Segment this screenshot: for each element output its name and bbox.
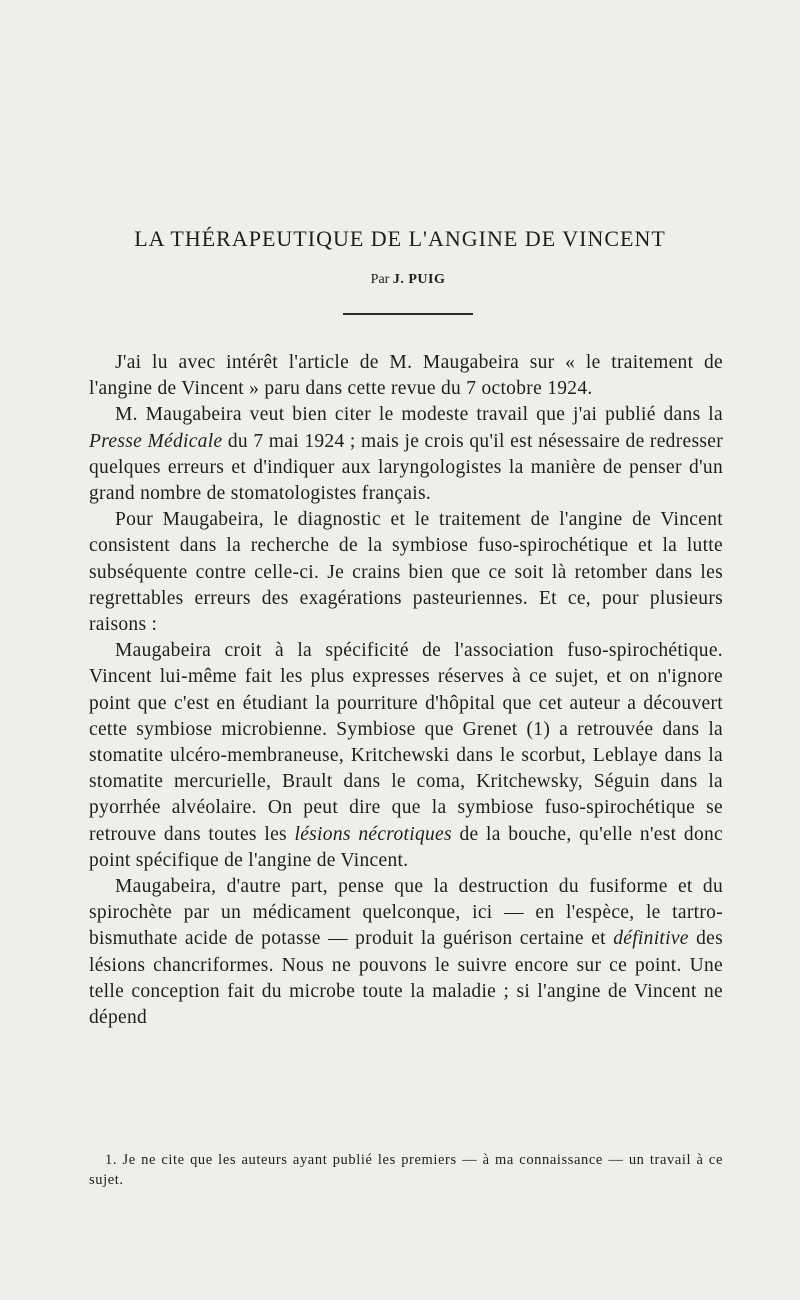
byline bbox=[0, 272, 800, 288]
title-divider bbox=[343, 313, 473, 315]
paragraph-4-text-b: de la bouche, qu'elle n'est donc point spécifique de l'angine de Vincent. bbox=[89, 823, 724, 871]
emphasis-definitive: définitive bbox=[613, 928, 689, 950]
paragraph-1: J'ai lu avec intérêt l'article de M. Maugabeira sur « le traitement de l'angine de Vincent » paru dans cette revue du 7 octobre 1924. bbox=[89, 352, 723, 400]
paragraph-2-text-a: M. Maugabeira veut bien citer le modeste travail que j'ai publié dans la bbox=[115, 404, 723, 426]
article-body bbox=[89, 350, 723, 1031]
paragraph-5 bbox=[89, 874, 723, 1031]
article-title: LA THÉRAPEUTIQUE DE L'ANGINE DE VINCENT bbox=[134, 226, 666, 251]
footnote-text: 1. Je ne cite que les auteurs ayant publié les premiers — à ma connaissance — un travail à ce sujet. bbox=[89, 1152, 723, 1188]
footnote bbox=[89, 1150, 723, 1190]
paragraph-5-text-a: Maugabeira, d'autre part, pense que la destruction du fusiforme et du spirochète par un médicament quelconque, ici — en l'espèce, le tartro-bismuthate acide de potasse — produit la guérison certaine et bbox=[89, 876, 723, 950]
emphasis-lesions: lésions nécrotiques bbox=[294, 823, 452, 845]
paragraph-4-text-a: Maugabeira croit à la spécificité de l'association fuso-spirochétique. Vincent lui-même fait les plus expresses réserves à ce sujet, et on n'ignore point que c'est en étudiant la pourriture d'hôpital que cet auteur a découvert cette symbiose microbienne. Symbiose que Grenet (1) a retrouvée dans la stomatite ulcéro-membraneuse, Kritchewski dans le scorbut, Leblaye dans la stomatite mercurielle, Brault dans le coma, Kritchewsky, Séguin dans la pyorrhée alvéolaire. On peut dire que la symbiose fuso-spirochétique se retrouve dans toutes les bbox=[89, 640, 723, 845]
byline-prefix: Par bbox=[370, 272, 390, 287]
author-name: J. PUIG bbox=[392, 272, 446, 287]
paragraph-5-text-b: des lésions chancriformes. Nous ne pouvons le suivre encore sur ce point. Une telle conception fait du microbe toute la maladie ; si l'angine de Vincent ne dépend bbox=[89, 928, 723, 1029]
paragraph-2 bbox=[89, 402, 723, 507]
paragraph-3: Pour Maugabeira, le diagnostic et le traitement de l'angine de Vincent consistent dans la recherche de la symbiose fuso-spirochétique et la lutte subséquente contre celle-ci. Je crains bien que ce soit là retomber dans les regrettables erreurs des exagérations pasteuriennes. Et ce, pour plusieurs raisons : bbox=[89, 509, 723, 636]
paragraph-4 bbox=[89, 638, 723, 874]
paragraph-2-text-b: du 7 mai 1924 ; mais je crois qu'il est nésessaire de redresser quelques erreurs et d'indiquer aux laryngologistes la manière de penser d'un grand nombre de stomatologistes français. bbox=[89, 430, 723, 505]
journal-name: Presse Médicale bbox=[89, 430, 223, 452]
